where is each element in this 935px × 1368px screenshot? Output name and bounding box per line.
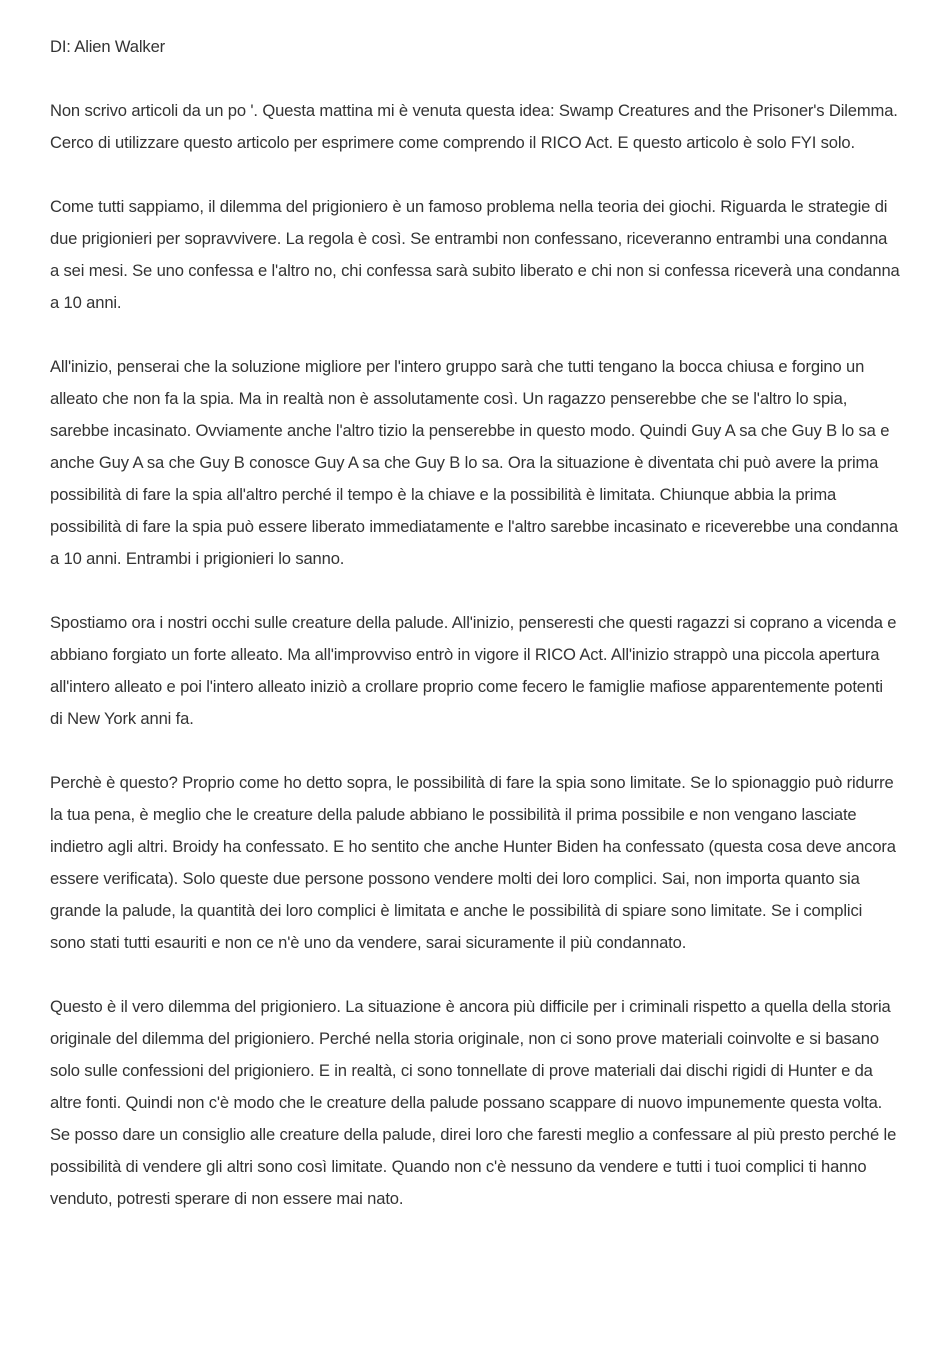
article-paragraph-4: Spostiamo ora i nostri occhi sulle creature della palude. All'inizio, penseresti che questi ragazzi si coprano a vicenda e abbiano forgiato un forte alleato. Ma all'improvviso entrò in vigore il RICO Act. All'inizio strappò una piccola apertura all'intero alleato e poi l'intero alleato iniziò a crollare proprio come fecero le famiglie mafiose apparentemente potenti di New York anni fa. <box>50 613 897 728</box>
article-paragraph-2: Come tutti sappiamo, il dilemma del prigioniero è un famoso problema nella teoria dei giochi. Riguarda le strategie di due prigionieri per sopravvivere. La regola è così. Se entrambi non confessano, riceveranno entrambi una condanna a sei mesi. Se uno confessa e l'altro no, chi confessa sarà subito liberato e chi non si confessa riceverà una condanna a 10 anni. <box>50 197 900 312</box>
article-body <box>50 31 900 1247</box>
article-byline: DI: Alien Walker <box>50 37 166 56</box>
article-paragraph-5: Perchè è questo? Proprio come ho detto sopra, le possibilità di fare la spia sono limitate. Se lo spionaggio può ridurre la tua pena, è meglio che le creature della palude abbiano le possibilità il prima possibile e non vengano lasciate indietro agli altri. Broidy ha confessato. E ho sentito che anche Hunter Biden ha confessato (questa cosa deve ancora essere verificata). Solo queste due persone possono vendere molti dei loro complici. Sai, non importa quanto sia grande la palude, la quantità dei loro complici è limitata e anche le possibilità di spiare sono limitate. Se i complici sono stati tutti esauriti e non ce n'è uno da vendere, sarai sicuramente il più condannato. <box>50 773 896 952</box>
article-paragraph-6: Questo è il vero dilemma del prigioniero. La situazione è ancora più difficile per i criminali rispetto a quella della storia originale del dilemma del prigioniero. Perché nella storia originale, non ci sono prove materiali coinvolte e si basano solo sulle confessioni del prigioniero. E in realtà, ci sono tonnellate di prove materiali dai dischi rigidi di Hunter e da altre fonti. Quindi non c'è modo che le creature della palude possano scappare di nuovo impunemente questa volta. Se posso dare un consiglio alle creature della palude, direi loro che faresti meglio a confessare al più presto perché le possibilità di vendere gli altri sono così limitate. Quando non c'è nessuno da vendere e tutti i tuoi complici ti hanno venduto, potresti sperare di non essere mai nato. <box>50 997 897 1208</box>
article-paragraph-1: Non scrivo articoli da un po '. Questa mattina mi è venuta questa idea: Swamp Creatures and the Prisoner's Dilemma. Cerco di utilizzare questo articolo per esprimere come comprendo il RICO Act. E questo articolo è solo FYI solo. <box>50 101 898 152</box>
article-paragraph-3: All'inizio, penserai che la soluzione migliore per l'intero gruppo sarà che tutti tengano la bocca chiusa e forgino un alleato che non fa la spia. Ma in realtà non è assolutamente così. Un ragazzo penserebbe che se l'altro lo spia, sarebbe incasinato. Ovviamente anche l'altro tizio la penserebbe in questo modo. Quindi Guy A sa che Guy B lo sa e anche Guy A sa che Guy B conosce Guy A sa che Guy B lo sa. Ora la situazione è diventata chi può avere la prima possibilità di fare la spia all'altro perché il tempo è la chiave e la possibilità è limitata. Chiunque abbia la prima possibilità di fare la spia può essere liberato immediatamente e l'altro sarebbe incasinato e riceverebbe una condanna a 10 anni. Entrambi i prigionieri lo sanno. <box>50 357 898 568</box>
